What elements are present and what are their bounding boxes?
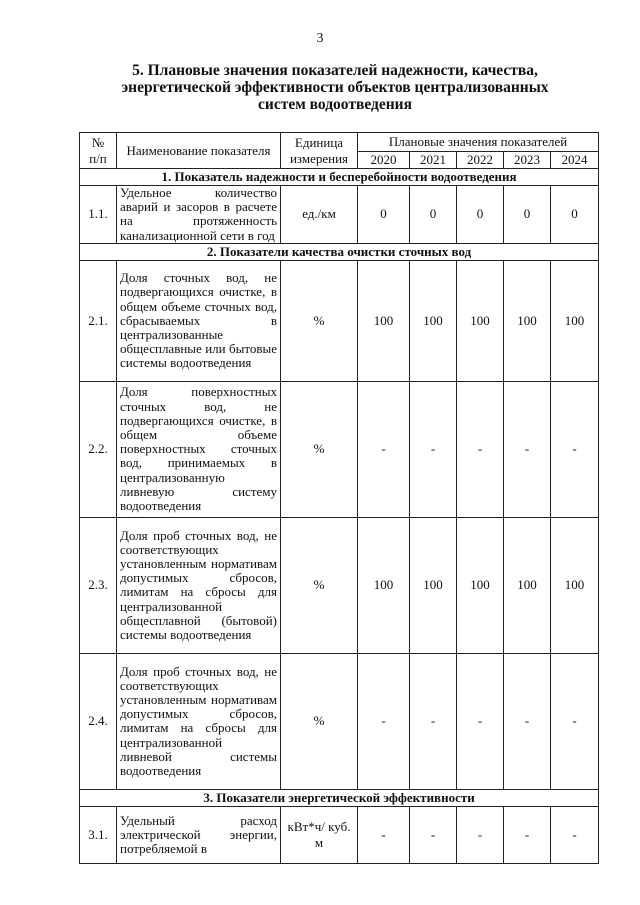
- value-cell: -: [551, 381, 599, 517]
- row-number: 1.1.: [80, 186, 117, 244]
- row-number: 2.2.: [80, 381, 117, 517]
- value-cell: 0: [457, 186, 504, 244]
- section-row: [80, 243, 599, 260]
- row-number: 2.3.: [80, 517, 117, 653]
- value-cell: 100: [410, 517, 457, 653]
- table-row: [80, 517, 599, 653]
- value-cell: 100: [457, 517, 504, 653]
- value-cell: -: [457, 653, 504, 789]
- value-cell: 0: [551, 186, 599, 244]
- value-cell: 100: [551, 517, 599, 653]
- header-year: 2023: [504, 152, 551, 169]
- unit-cell: %: [281, 260, 358, 381]
- header-year: 2022: [457, 152, 504, 169]
- indicators-table: [79, 132, 599, 864]
- unit-cell: кВт*ч/ куб. м: [281, 806, 358, 863]
- section-title: 2. Показатели качества очистки сточных вод: [80, 243, 599, 260]
- value-cell: -: [358, 653, 410, 789]
- indicator-name: Доля сточных вод, не подвергающихся очистке, в общем объеме сточных вод, сбрасываемых в централизованные общесплавные или бытовые системы водоотведения: [117, 260, 281, 381]
- value-cell: -: [504, 381, 551, 517]
- value-cell: -: [457, 806, 504, 863]
- value-cell: 0: [504, 186, 551, 244]
- value-cell: 0: [358, 186, 410, 244]
- table-row: [80, 260, 599, 381]
- value-cell: -: [504, 806, 551, 863]
- table-row: [80, 186, 599, 244]
- unit-cell: ед./км: [281, 186, 358, 244]
- value-cell: -: [410, 653, 457, 789]
- section-row: [80, 169, 599, 186]
- value-cell: 0: [410, 186, 457, 244]
- indicator-name: Доля поверхностных сточных вод, не подвергающихся очистке, в общем объеме поверхностных сточных вод, принимаемых в централизованную ливневую систему водоотведения: [117, 381, 281, 517]
- header-year: 2020: [358, 152, 410, 169]
- header-name: Наименование показателя: [117, 133, 281, 169]
- header-row: [80, 133, 599, 152]
- table-row: [80, 653, 599, 789]
- section-heading: 5. Плановые значения показателей надежности, качества, энергетической эффективности объектов централизованных систем водоотведения: [121, 62, 549, 113]
- unit-cell: %: [281, 653, 358, 789]
- value-cell: -: [358, 806, 410, 863]
- value-cell: -: [504, 653, 551, 789]
- header-year: 2021: [410, 152, 457, 169]
- row-number: 2.1.: [80, 260, 117, 381]
- header-num: № п/п: [80, 133, 117, 169]
- value-cell: 100: [457, 260, 504, 381]
- header-unit: Единица измерения: [281, 133, 358, 169]
- value-cell: 100: [410, 260, 457, 381]
- value-cell: -: [457, 381, 504, 517]
- indicator-name: Удельное количество аварий и засоров в расчете на протяженность канализационной сети в год: [117, 186, 281, 244]
- value-cell: -: [410, 806, 457, 863]
- value-cell: 100: [504, 517, 551, 653]
- row-number: 3.1.: [80, 806, 117, 863]
- page-number: 3: [316, 31, 324, 46]
- header-year: 2024: [551, 152, 599, 169]
- header-planned: Плановые значения показателей: [358, 133, 599, 152]
- row-number: 2.4.: [80, 653, 117, 789]
- indicator-name: Доля проб сточных вод, не соответствующих установленным нормативам допустимых сбросов, лимитам на сбросы для централизованной ливневой системы водоотведения: [117, 653, 281, 789]
- unit-cell: %: [281, 381, 358, 517]
- section-title: 1. Показатель надежности и бесперебойности водоотведения: [80, 169, 599, 186]
- value-cell: -: [358, 381, 410, 517]
- value-cell: -: [410, 381, 457, 517]
- indicator-name: Доля проб сточных вод, не соответствующих установленным нормативам допустимых сбросов, лимитам на сбросы для централизованной общесплавной (бытовой) системы водоотведения: [117, 517, 281, 653]
- indicator-name: Удельный расход электрической энергии, потребляемой в: [117, 806, 281, 863]
- table-row: [80, 381, 599, 517]
- table-row: [80, 806, 599, 863]
- value-cell: -: [551, 653, 599, 789]
- value-cell: -: [551, 806, 599, 863]
- value-cell: 100: [504, 260, 551, 381]
- value-cell: 100: [358, 260, 410, 381]
- section-title: 3. Показатели энергетической эффективности: [80, 789, 599, 806]
- section-row: [80, 789, 599, 806]
- value-cell: 100: [358, 517, 410, 653]
- unit-cell: %: [281, 517, 358, 653]
- value-cell: 100: [551, 260, 599, 381]
